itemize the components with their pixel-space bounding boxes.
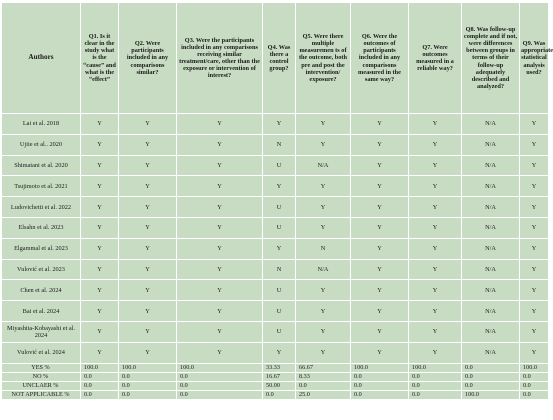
rating-cell-q9: Y — [520, 238, 549, 259]
rating-cell-q1: Y — [81, 259, 119, 280]
summary-value-q7: 0.0 — [409, 390, 462, 399]
rating-cell-q3: Y — [177, 259, 263, 280]
summary-value-q2: 0.0 — [119, 381, 177, 390]
table-row — [2, 259, 549, 280]
summary-value-q8: 0.0 — [462, 381, 520, 390]
header-q2: Q2. Were participants included in any comparisons similar? — [119, 3, 177, 114]
summary-value-q5: 0.0 — [296, 381, 351, 390]
author-cell: Vulović et al. 2023 — [2, 259, 81, 280]
summary-value-q7: 100.0 — [409, 363, 462, 372]
summary-rows — [2, 363, 549, 399]
rating-cell-q6: Y — [351, 217, 409, 238]
summary-value-q8: 100.0 — [462, 390, 520, 399]
summary-value-q9: 0.0 — [520, 390, 549, 399]
rating-cell-q7: Y — [409, 280, 462, 301]
summary-value-q5: 8.33 — [296, 372, 351, 381]
rating-cell-q8: N/A — [462, 342, 520, 363]
rating-cell-q1: Y — [81, 342, 119, 363]
summary-value-q2: 0.0 — [119, 390, 177, 399]
rating-cell-q4: Y — [263, 114, 296, 135]
rating-cell-q9: Y — [520, 176, 549, 197]
rating-cell-q6: Y — [351, 301, 409, 322]
rating-cell-q8: N/A — [462, 301, 520, 322]
rating-cell-q2: Y — [119, 321, 177, 342]
appraisal-table-container — [1, 2, 553, 400]
summary-value-q5: 25.0 — [296, 390, 351, 399]
rating-cell-q4: N — [263, 134, 296, 155]
rating-cell-q6: Y — [351, 259, 409, 280]
author-cell: Ludovichetti et al. 2022 — [2, 197, 81, 218]
summary-value-q6: 0.0 — [351, 372, 409, 381]
rating-cell-q2: Y — [119, 259, 177, 280]
header-q4: Q4. Was there a control group? — [263, 3, 296, 114]
rating-cell-q7: Y — [409, 301, 462, 322]
rating-cell-q2: Y — [119, 342, 177, 363]
rating-cell-q5: N/A — [296, 155, 351, 176]
summary-value-q1: 0.0 — [81, 390, 119, 399]
table-row — [2, 114, 549, 135]
rating-cell-q1: Y — [81, 301, 119, 322]
rating-cell-q8: N/A — [462, 114, 520, 135]
rating-cell-q5: N/A — [296, 259, 351, 280]
author-cell: Elsahn et al. 2023 — [2, 217, 81, 238]
rating-cell-q3: Y — [177, 197, 263, 218]
rating-cell-q6: Y — [351, 321, 409, 342]
summary-value-q6: 0.0 — [351, 381, 409, 390]
rating-cell-q9: Y — [520, 259, 549, 280]
rating-cell-q1: Y — [81, 280, 119, 301]
rating-cell-q4: N — [263, 259, 296, 280]
author-cell: Shimatani et al. 2020 — [2, 155, 81, 176]
header-authors: Authors — [2, 3, 81, 114]
summary-label: NOT APPLICABLE % — [2, 390, 81, 399]
summary-value-q9: 100.0 — [520, 363, 549, 372]
rating-cell-q1: Y — [81, 238, 119, 259]
rating-cell-q7: Y — [409, 342, 462, 363]
summary-value-q7: 0.0 — [409, 381, 462, 390]
rating-cell-q3: Y — [177, 155, 263, 176]
summary-value-q6: 100.0 — [351, 363, 409, 372]
rating-cell-q5: Y — [296, 301, 351, 322]
table-row — [2, 134, 549, 155]
rating-cell-q1: Y — [81, 155, 119, 176]
rating-cell-q2: Y — [119, 301, 177, 322]
summary-value-q2: 100.0 — [119, 363, 177, 372]
summary-label: UNCLAER % — [2, 381, 81, 390]
rating-cell-q3: Y — [177, 114, 263, 135]
rating-cell-q1: Y — [81, 197, 119, 218]
rating-cell-q5: Y — [296, 280, 351, 301]
rating-cell-q9: Y — [520, 301, 549, 322]
rating-cell-q4: U — [263, 321, 296, 342]
rating-cell-q2: Y — [119, 197, 177, 218]
rating-cell-q5: Y — [296, 134, 351, 155]
rating-cell-q1: Y — [81, 217, 119, 238]
rating-cell-q6: Y — [351, 197, 409, 218]
rating-cell-q8: N/A — [462, 197, 520, 218]
rating-cell-q5: Y — [296, 217, 351, 238]
author-cell: Miyashita-Kobayashi et al. 2024 — [2, 321, 81, 342]
rating-cell-q4: U — [263, 280, 296, 301]
rating-cell-q9: Y — [520, 114, 549, 135]
author-cell: Bai et al. 2024 — [2, 301, 81, 322]
rating-cell-q7: Y — [409, 238, 462, 259]
summary-value-q4: 50.00 — [263, 381, 296, 390]
rating-cell-q7: Y — [409, 217, 462, 238]
header-q9: Q9. Was appropriate statistical analysis used? — [520, 3, 549, 114]
summary-value-q2: 0.0 — [119, 372, 177, 381]
rating-cell-q5: Y — [296, 197, 351, 218]
rating-cell-q4: Y — [263, 238, 296, 259]
rating-cell-q7: Y — [409, 155, 462, 176]
author-cell: Vulović et al. 2024 — [2, 342, 81, 363]
rating-cell-q9: Y — [520, 321, 549, 342]
table-row — [2, 217, 549, 238]
table-row — [2, 321, 549, 342]
rating-cell-q3: Y — [177, 134, 263, 155]
author-cell: Lai et al. 2018 — [2, 114, 81, 135]
rating-cell-q5: N — [296, 238, 351, 259]
rating-cell-q7: Y — [409, 176, 462, 197]
rating-cell-q9: Y — [520, 155, 549, 176]
rating-cell-q2: Y — [119, 238, 177, 259]
rating-cell-q3: Y — [177, 342, 263, 363]
header-row — [2, 3, 549, 114]
rating-cell-q6: Y — [351, 280, 409, 301]
rating-cell-q6: Y — [351, 114, 409, 135]
table-row — [2, 238, 549, 259]
rating-cell-q3: Y — [177, 217, 263, 238]
header-q7: Q7. Were outcomes measured in a reliable way? — [409, 3, 462, 114]
table-row — [2, 280, 549, 301]
author-cell: Ujiie et al.. 2020 — [2, 134, 81, 155]
rating-cell-q9: Y — [520, 217, 549, 238]
summary-row — [2, 363, 549, 372]
rating-cell-q4: U — [263, 217, 296, 238]
rating-cell-q8: N/A — [462, 321, 520, 342]
author-cell: Tsujimoto et al. 2021 — [2, 176, 81, 197]
rating-cell-q6: Y — [351, 134, 409, 155]
header-q5: Q5. Were there multiple measuremen ts of the outcome, both pre and post the intervention/ exposure? — [296, 3, 351, 114]
rating-cell-q6: Y — [351, 176, 409, 197]
summary-value-q3: 100.0 — [177, 363, 263, 372]
rating-cell-q9: Y — [520, 197, 549, 218]
rating-cell-q3: Y — [177, 176, 263, 197]
rating-cell-q3: Y — [177, 238, 263, 259]
table-row — [2, 301, 549, 322]
rating-cell-q7: Y — [409, 321, 462, 342]
rating-cell-q5: Y — [296, 176, 351, 197]
table-row — [2, 197, 549, 218]
rating-cell-q6: Y — [351, 342, 409, 363]
rating-cell-q4: Y — [263, 342, 296, 363]
rating-cell-q8: N/A — [462, 280, 520, 301]
rating-cell-q4: U — [263, 197, 296, 218]
rating-cell-q6: Y — [351, 238, 409, 259]
rating-cell-q4: Y — [263, 176, 296, 197]
rating-cell-q5: Y — [296, 321, 351, 342]
rating-cell-q8: N/A — [462, 134, 520, 155]
summary-value-q7: 0.0 — [409, 372, 462, 381]
rating-cell-q2: Y — [119, 155, 177, 176]
summary-row — [2, 381, 549, 390]
summary-value-q4: 33.33 — [263, 363, 296, 372]
header-q3: Q3. Were the participants included in any comparisons receiving similar treatment/care, other than the exposure or intervention of interest? — [177, 3, 263, 114]
rating-cell-q3: Y — [177, 301, 263, 322]
summary-label: NO % — [2, 372, 81, 381]
rating-cell-q2: Y — [119, 176, 177, 197]
rating-cell-q5: Y — [296, 342, 351, 363]
appraisal-table — [1, 2, 553, 400]
rating-cell-q1: Y — [81, 321, 119, 342]
table-row — [2, 342, 549, 363]
summary-label: YES % — [2, 363, 81, 372]
rating-cell-q1: Y — [81, 134, 119, 155]
table-row — [2, 155, 549, 176]
summary-value-q8: 0.0 — [462, 363, 520, 372]
rating-cell-q1: Y — [81, 114, 119, 135]
study-rows — [2, 114, 549, 364]
header-q6: Q6. Were the outcomes of participants included in any comparisons measured in the same way? — [351, 3, 409, 114]
summary-value-q3: 0.0 — [177, 390, 263, 399]
rating-cell-q5: Y — [296, 114, 351, 135]
rating-cell-q7: Y — [409, 197, 462, 218]
summary-value-q8: 0.0 — [462, 372, 520, 381]
rating-cell-q2: Y — [119, 134, 177, 155]
rating-cell-q3: Y — [177, 280, 263, 301]
rating-cell-q9: Y — [520, 342, 549, 363]
summary-value-q5: 66.67 — [296, 363, 351, 372]
rating-cell-q2: Y — [119, 114, 177, 135]
rating-cell-q6: Y — [351, 155, 409, 176]
rating-cell-q2: Y — [119, 280, 177, 301]
rating-cell-q4: U — [263, 301, 296, 322]
rating-cell-q9: Y — [520, 134, 549, 155]
rating-cell-q7: Y — [409, 259, 462, 280]
rating-cell-q8: N/A — [462, 238, 520, 259]
rating-cell-q8: N/A — [462, 176, 520, 197]
rating-cell-q9: Y — [520, 280, 549, 301]
author-cell: Elgammal et al. 2023 — [2, 238, 81, 259]
summary-value-q6: 0.0 — [351, 390, 409, 399]
summary-row — [2, 372, 549, 381]
rating-cell-q4: U — [263, 155, 296, 176]
summary-value-q9: 0.0 — [520, 372, 549, 381]
summary-value-q1: 100.0 — [81, 363, 119, 372]
author-cell: Chen et al. 2024 — [2, 280, 81, 301]
rating-cell-q8: N/A — [462, 217, 520, 238]
header-q8: Q8. Was follow-up complete and if not, were differences between groups in terms of their follow-up adequately described and analyzed? — [462, 3, 520, 114]
rating-cell-q8: N/A — [462, 155, 520, 176]
summary-value-q3: 0.0 — [177, 381, 263, 390]
table-row — [2, 176, 549, 197]
summary-value-q4: 16.67 — [263, 372, 296, 381]
summary-value-q1: 0.0 — [81, 372, 119, 381]
rating-cell-q3: Y — [177, 321, 263, 342]
rating-cell-q8: N/A — [462, 259, 520, 280]
rating-cell-q7: Y — [409, 114, 462, 135]
header-q1: Q1. Is it clear in the study what is the “cause” and what is the “effect” — [81, 3, 119, 114]
rating-cell-q7: Y — [409, 134, 462, 155]
summary-value-q4: 0.0 — [263, 390, 296, 399]
summary-value-q1: 0.0 — [81, 381, 119, 390]
summary-value-q3: 0.0 — [177, 372, 263, 381]
rating-cell-q2: Y — [119, 217, 177, 238]
summary-value-q9: 0.0 — [520, 381, 549, 390]
summary-row — [2, 390, 549, 399]
rating-cell-q1: Y — [81, 176, 119, 197]
